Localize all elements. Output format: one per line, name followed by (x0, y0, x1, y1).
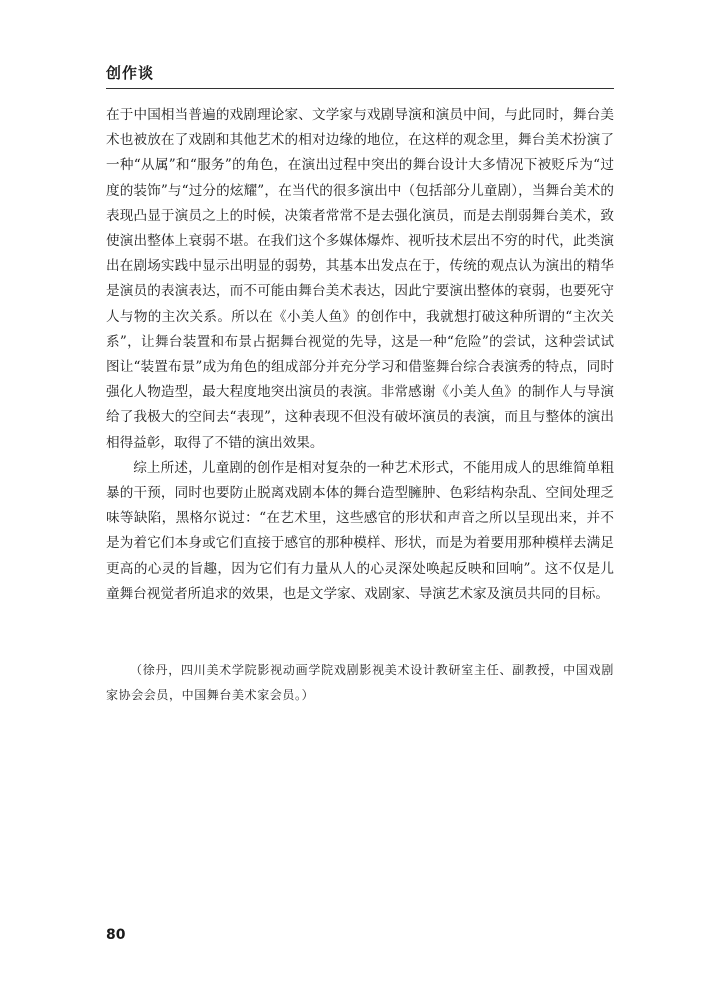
author-note: （徐丹，四川美术学院影视动画学院戏剧影视美术设计教研室主任、副教授，中国戏剧家协会会员，中国舞台美术家会员。） (106, 663, 614, 702)
header-divider (106, 88, 614, 89)
running-head-title: 创作谈 (106, 64, 155, 82)
body-paragraph-1: 在于中国相当普遍的戏剧理论家、文学家与戏剧导演和演员中间，与此同时，舞台美术也被放在了戏剧和其他艺术的相对边缘的地位，在这样的观念里，舞台美术扮演了一种“从属”和“服务”的角色，在演出过程中突出的舞台设计大多情况下被贬斥为“过度的装饰”与“过分的炫耀”，在当代的很多演出中（包括部分儿童剧），当舞台美术的表现凸显于演员之上的时候，决策者常常不是去强化演员，而是去削弱舞台美术，致使演出整体上衰弱不堪。在我们这个多媒体爆炸、视听技术层出不穷的时代，此类演出在剧场实践中显示出明显的弱势，其基本出发点在于，传统的观点认为演出的精华是演员的表演表达，而不可能由舞台美术表达，因此宁要演出整体的衰弱，也要死守人与物的主次关系。所以在《小美人鱼》的创作中，我就想打破这种所谓的“主次关系”，让舞台装置和布景占据舞台视觉的先导，这是一种“危险”的尝试，这种尝试试图让“装置布景”成为角色的组成部分并充分学习和借鉴舞台综合表演秀的特点，同时强化人物造型，最大程度地突出演员的表演。非常感谢《小美人鱼》的制作人与导演给了我极大的空间去“表现”，这种表现不但没有破坏演员的表演，而且与整体的演出相得益彰，取得了不错的演出效果。 (106, 107, 614, 451)
page-number: 80 (106, 927, 126, 943)
article-body (106, 103, 614, 607)
body-paragraph-2: 综上所述，儿童剧的创作是相对复杂的一种艺术形式，不能用成人的思维简单粗暴的干预，同时也要防止脱离戏剧本体的舞台造型臃肿、色彩结构杂乱、空间处理乏味等缺陷，黑格尔说过：“在艺术里，这些感官的形状和声音之所以呈现出来，并不是为着它们本身或它们直接于感官的那种模样、形状，而是为着要用那种模样去满足更高的心灵的旨趣，因为它们有力量从人的心灵深处唤起反映和回响”。这不仅是儿童舞台视觉者所追求的效果，也是文学家、戏剧家、导演艺术家及演员共同的目标。 (106, 459, 614, 602)
